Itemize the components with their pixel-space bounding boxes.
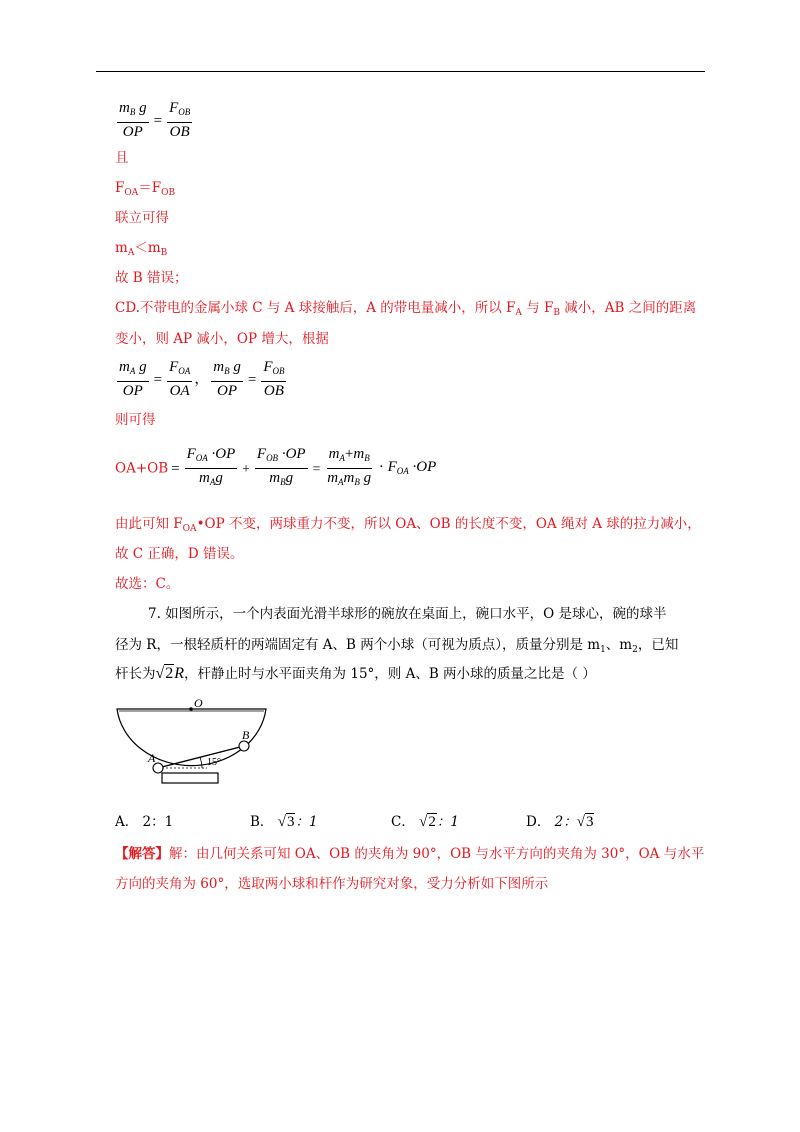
choice-d: D． 2：√3 (526, 814, 594, 830)
angle-arc (200, 757, 202, 768)
equation-3: OA+OB = $\frac{F_{OA} \cdot OP}{m_Ag}$ + $\frac{F_{OB} \cdot OP}{m_Bg}$ = $\frac{m_A+m_B}{m_Am_B g}$ · $F_{OA} \cdot OP$ (115, 446, 437, 487)
bowl-diagram (115, 696, 275, 796)
header-rule (96, 71, 705, 72)
choice-c: C． √2：1 (391, 814, 459, 830)
choice-a: A． 2：1 (115, 814, 174, 830)
choice-b: B． √3：1 (250, 814, 318, 830)
mass-relation: $m_A<m_B$ (115, 240, 168, 258)
foa-equals-fob: $F_{OA}=F_{OB}$ (115, 180, 176, 198)
label-angle: 15° (207, 757, 221, 768)
choose-answer: 故选：C。 (115, 576, 180, 592)
table-base (162, 773, 218, 783)
fraction: $\frac{F_{OB}}{OB}$ (169, 100, 191, 140)
and-text: 且 (115, 150, 129, 166)
cd-line-1: CD.不带电的金属小球 C 与 A 球接触后，A 的带电量减小，所以 $F_A$ 与 $F_B$ 减小，AB 之间的距离 (115, 300, 697, 318)
answer-tag: 【解答】 (115, 846, 169, 862)
bowl-figure (115, 696, 275, 800)
answer-line-2: 方向的夹角为 60°，选取两小球和杆作为研究对象，受力分析如下图所示 (115, 876, 549, 892)
question-7-line-1: 7. 如图所示，一个内表面光滑半球形的碗放在桌面上，碗口水平，O 是球心，碗的球半 (148, 606, 667, 622)
equation-1: $\frac{m_B g}{OP}$ = $\frac{F_{OB}}{OB}$ (119, 100, 191, 140)
label-o: O (194, 696, 203, 710)
equation-2: $\frac{m_A g}{OP}$ = $\frac{F_{OA}}{OA}$ ， $\frac{m_B g}{OP}$ = $\frac{F_{OB}}{OB}$ (119, 359, 285, 399)
then-text: 则可得 (115, 412, 156, 428)
fraction: $\frac{m_B g}{OP}$ (119, 100, 147, 140)
ball-b (239, 741, 249, 751)
sqrt-2-r: √2R (155, 665, 185, 682)
center-point-o (189, 707, 193, 711)
b-wrong: 故 B 错误； (115, 270, 188, 286)
conclusion-line-1: 由此可知 $F_{OA}•OP$ 不变，两球重力不变，所以 OA、OB 的长度不变，OA 绳对 A 球的拉力减小， (115, 516, 701, 534)
answer-line-1: 【解答】解：由几何关系可知 OA、OB 的夹角为 90°，OB 与水平方向的夹角为 30°，OA 与水平 (115, 846, 705, 862)
conclusion-line-2: 故 C 正确，D 错误。 (115, 546, 244, 562)
combine-text: 联立可得 (115, 210, 169, 226)
label-b: B (242, 728, 250, 742)
question-7-line-2: 径为 R，一根轻质杆的两端固定有 A、B 两个小球（可视为质点），质量分别是 $m_1$、$m_2$，已知 (115, 637, 679, 655)
label-a: A (148, 751, 156, 765)
cd-line-2: 变小，则 AP 减小，OP 增大，根据 (115, 331, 329, 347)
question-7-line-3: 杆长为√2R，杆静止时与水平面夹角为 15°，则 A、B 两小球的质量之比是（ ） (115, 665, 596, 682)
